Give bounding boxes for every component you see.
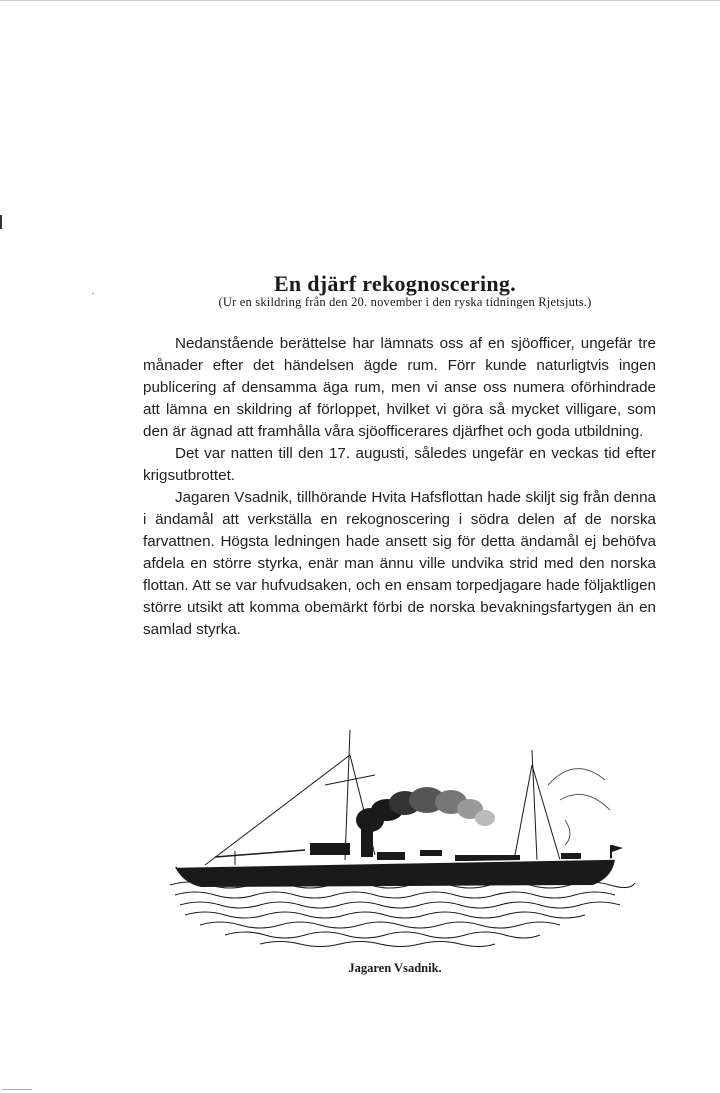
article-body (143, 333, 656, 641)
scan-bottom-mark (2, 1089, 32, 1090)
figure-caption: Jagaren Vsadnik. (348, 961, 442, 975)
paragraph: Jagaren Vsadnik, tillhörande Hvita Hafsflottan hade skiljt sig från denna i ändamål att verkställa en rekognoscering i södra delen af de norska farvattnen. Högsta ledningen hade ansett sig för detta ändamål ej behöfva afdela en större styrka, enär man ännu ville undvika strid med den norska flottan. Att se var hufvudsaken, och en ensam torpedjagare hade följaktligen större utsikt att komma obemärkt förbi de norska bevakningsfartygen än en samlad styrka. (143, 489, 656, 638)
rigging-lines (205, 730, 560, 865)
superstructure (215, 825, 623, 865)
article-title: En djärf rekognoscering. (273, 270, 517, 296)
paragraph: Det var natten till den 17. augusti, således ungefär en veckas tid efter krigsutbrottet. (143, 445, 656, 484)
scan-margin-mark (0, 215, 2, 229)
paragraph: Nedanstående berättelse har lämnats oss af en sjöofficer, ungefär tre månader efter det händelsen ägde rum. Förr kunde naturligtvis ingen publicering af densamma äga rum, men vi anse oss numera oförhindrade att lämna en skildring af förloppet, hvilket vi göra så mycket villigare, som den är ägnad att framhålla våra sjöofficerares djärfhet och goda utbildning. (143, 335, 656, 440)
smoke-cloud (356, 787, 495, 832)
destroyer-ship-illustration (165, 725, 640, 950)
smoke-wisps (548, 769, 610, 845)
page-top-edge (0, 0, 720, 1)
article-subtitle: (Ur en skildring från den 20. november i den ryska tidningen Rjetsjuts.) (218, 295, 592, 309)
sea-waves (170, 882, 635, 947)
